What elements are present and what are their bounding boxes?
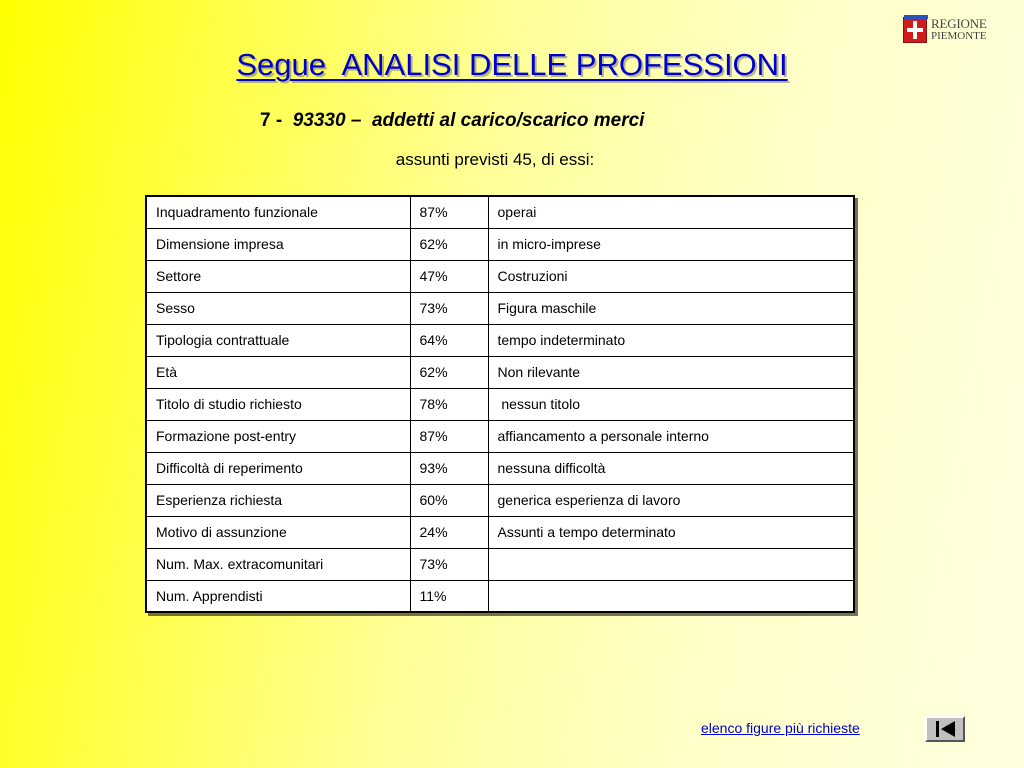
table-cell-percent: 73% xyxy=(410,292,488,324)
table-cell-value: affiancamento a personale interno xyxy=(488,420,854,452)
table-row xyxy=(146,324,854,356)
table-cell-value: Assunti a tempo determinato xyxy=(488,516,854,548)
table-cell-value: in micro-imprese xyxy=(488,228,854,260)
table-cell-label: Settore xyxy=(146,260,410,292)
profession-analysis-table xyxy=(145,195,855,613)
table-row xyxy=(146,228,854,260)
profession-code-label: 93330 – addetti al carico/scarico merci xyxy=(292,110,645,131)
table-cell-label: Num. Max. extracomunitari xyxy=(146,548,410,580)
table-cell-percent: 93% xyxy=(410,452,488,484)
table-cell-label: Sesso xyxy=(146,292,410,324)
table-cell-percent: 62% xyxy=(410,356,488,388)
table-cell-value: Non rilevante xyxy=(488,356,854,388)
logo-line-2: PIEMONTE xyxy=(931,30,987,42)
profession-subtitle xyxy=(260,110,644,132)
table-cell-value: nessun titolo xyxy=(488,388,854,420)
table-cell-percent: 78% xyxy=(410,388,488,420)
table-cell-label: Difficoltà di reperimento xyxy=(146,452,410,484)
skip-to-first-icon xyxy=(936,721,939,737)
table-row xyxy=(146,452,854,484)
table-cell-percent: 47% xyxy=(410,260,488,292)
coat-of-arms-icon xyxy=(903,17,927,43)
table-row xyxy=(146,260,854,292)
table-row xyxy=(146,196,854,228)
table-cell-label: Inquadramento funzionale xyxy=(146,196,410,228)
logo-text xyxy=(931,18,987,42)
table-cell-value: nessuna difficoltà xyxy=(488,452,854,484)
table-row xyxy=(146,516,854,548)
table-cell-label: Tipologia contrattuale xyxy=(146,324,410,356)
table-cell-percent: 87% xyxy=(410,196,488,228)
table-cell-percent: 60% xyxy=(410,484,488,516)
expected-hires-text: assunti previsti 45, di essi: xyxy=(395,150,595,169)
table-cell-percent: 62% xyxy=(410,228,488,260)
table-cell-value: Costruzioni xyxy=(488,260,854,292)
table-cell-percent: 24% xyxy=(410,516,488,548)
regione-piemonte-logo xyxy=(903,16,993,44)
table-cell-label: Dimensione impresa xyxy=(146,228,410,260)
table-cell-label: Formazione post-entry xyxy=(146,420,410,452)
table-row xyxy=(146,484,854,516)
page-title: Segue ANALISI DELLE PROFESSIONI xyxy=(236,47,788,82)
table-cell-value xyxy=(488,548,854,580)
table-cell-percent: 11% xyxy=(410,580,488,612)
table-row xyxy=(146,292,854,324)
table-cell-percent: 73% xyxy=(410,548,488,580)
table-cell-value: Figura maschile xyxy=(488,292,854,324)
most-requested-figures-link[interactable]: elenco figure più richieste xyxy=(701,720,860,736)
table-cell-value: operai xyxy=(488,196,854,228)
table-cell-percent: 87% xyxy=(410,420,488,452)
first-slide-button[interactable] xyxy=(925,716,965,742)
table-cell-label: Motivo di assunzione xyxy=(146,516,410,548)
table-cell-label: Num. Apprendisti xyxy=(146,580,410,612)
table-cell-value xyxy=(488,580,854,612)
profession-number: 7 - xyxy=(260,110,293,131)
table-cell-value: generica esperienza di lavoro xyxy=(488,484,854,516)
table-cell-value: tempo indeterminato xyxy=(488,324,854,356)
table-row xyxy=(146,548,854,580)
table-row xyxy=(146,420,854,452)
table-cell-label: Età xyxy=(146,356,410,388)
table-row xyxy=(146,356,854,388)
back-arrow-icon xyxy=(941,721,955,737)
table-row xyxy=(146,388,854,420)
table-cell-label: Esperienza richiesta xyxy=(146,484,410,516)
table-cell-label: Titolo di studio richiesto xyxy=(146,388,410,420)
table-cell-percent: 64% xyxy=(410,324,488,356)
table-row xyxy=(146,580,854,612)
logo-line-1: REGIONE xyxy=(931,16,987,31)
